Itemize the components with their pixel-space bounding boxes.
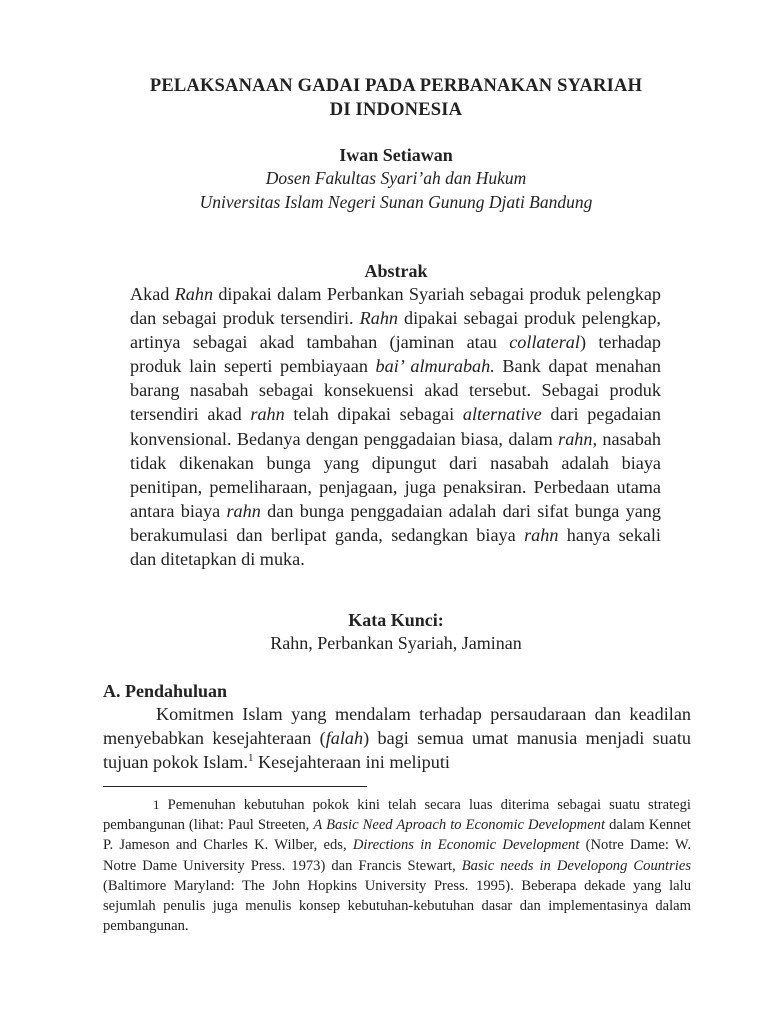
italic-term: Rahn (174, 284, 214, 304)
text-run: Bank dapat menahan barang nasabah sebagai konsekuensi akad tersebut. Sebagai produk tersendiri akad (130, 356, 661, 425)
text-run: telah dipakai sebagai (284, 404, 463, 425)
italic-term: alternative (462, 404, 542, 425)
italic-term: falah (325, 728, 364, 749)
paper-title (96, 74, 696, 122)
footnote-divider (103, 786, 367, 787)
abstract-text (130, 282, 661, 571)
italic-term: rahn (524, 524, 559, 545)
text-run: dipakai sebagai produk pelengkap, artinya sebagai akad tambahan (jaminan atau (130, 308, 661, 353)
text-run: (Notre Dame: W. Notre Dame University Press. 1973) dan Francis Stewart, (103, 837, 691, 874)
keywords-heading: Kata Kunci: (348, 610, 444, 630)
italic-term: collateral (509, 332, 580, 353)
author-affiliation-faculty: Dosen Fakultas Syari’ah dan Hukum (265, 168, 527, 188)
text-run: Akad (130, 284, 175, 304)
text-run: dalam Kennet P. Jameson and Charles K. Wilber, eds, (103, 817, 691, 854)
italic-term: rahn, (558, 428, 598, 449)
italic-term: rahn (250, 404, 285, 425)
text-run: ) terhadap produk lain seperti pembiayaan (130, 332, 661, 377)
keywords-text: Rahn, Perbankan Syariah, Jaminan (270, 633, 522, 653)
italic-term: Directions in Economic Development (352, 837, 580, 854)
text-run: Kesejahteraan ini meliputi (253, 752, 450, 773)
text-run: ) bagi semua umat manusia menjadi suatu tujuan pokok Islam. (103, 728, 691, 773)
footnote-body (103, 797, 691, 934)
text-run: hanya sekali dan ditetapkan di muka. (130, 524, 661, 570)
italic-term: Basic needs in Developong Countries (461, 857, 691, 874)
text-run: (Baltimore Maryland: The John Hopkins University Press. 1995). Beberapa dekade yang lalu sejumlah penulis juga menulis konsep kebutuhan-kebutuhan dasar dan implementasinya dalam pembangunan. (103, 877, 691, 935)
text-run: dan bunga penggadaian adalah dari sifat bunga yang berakumulasi dan berlipat ganda, sedangkan biaya (130, 500, 661, 545)
author-affiliation-university: Universitas Islam Negeri Sunan Gunung Djati Bandung (199, 192, 593, 212)
text-run: dari pegadaian konvensional. Bedanya dengan penggadaian biasa, dalam (130, 404, 662, 449)
footnote-ref: 1 (247, 752, 254, 765)
title-line-2: DI INDONESIA (329, 100, 463, 120)
footnote-marker: 1 (153, 797, 160, 812)
section-heading: A. Pendahuluan (103, 681, 228, 701)
text-run: Pemenuhan kebutuhan pokok kini telah secara luas diterima sebagai suatu strategi pembangunan (lihat: Paul Streeten, (103, 797, 691, 834)
italic-term: rahn (226, 500, 261, 521)
text-run: nasabah tidak dikenakan bunga yang dipungut dari nasabah adalah biaya penitipan, pemeliharaan, penjagaan, juga penaksiran. Perbedaan utama antara biaya (130, 428, 661, 521)
italic-term: Rahn (359, 308, 399, 329)
footnote-text (103, 795, 691, 936)
text-run: Komitmen Islam yang mendalam terhadap persaudaraan dan keadilan menyebabkan kesejahteraan ( (103, 704, 691, 749)
italic-term: bai’ almurabah. (375, 356, 495, 377)
section-body-text (103, 702, 691, 775)
author-name: Iwan Setiawan (339, 145, 453, 165)
italic-term: A Basic Need Aproach to Economic Development (313, 817, 606, 834)
abstract-heading: Abstrak (364, 261, 428, 281)
text-run: dipakai dalam Perbankan Syariah sebagai produk pelengkap dan sebagai produk tersendiri. (130, 284, 661, 329)
title-line-1: PELAKSANAAN GADAI PADA PERBANAKAN SYARIAH (149, 76, 643, 96)
